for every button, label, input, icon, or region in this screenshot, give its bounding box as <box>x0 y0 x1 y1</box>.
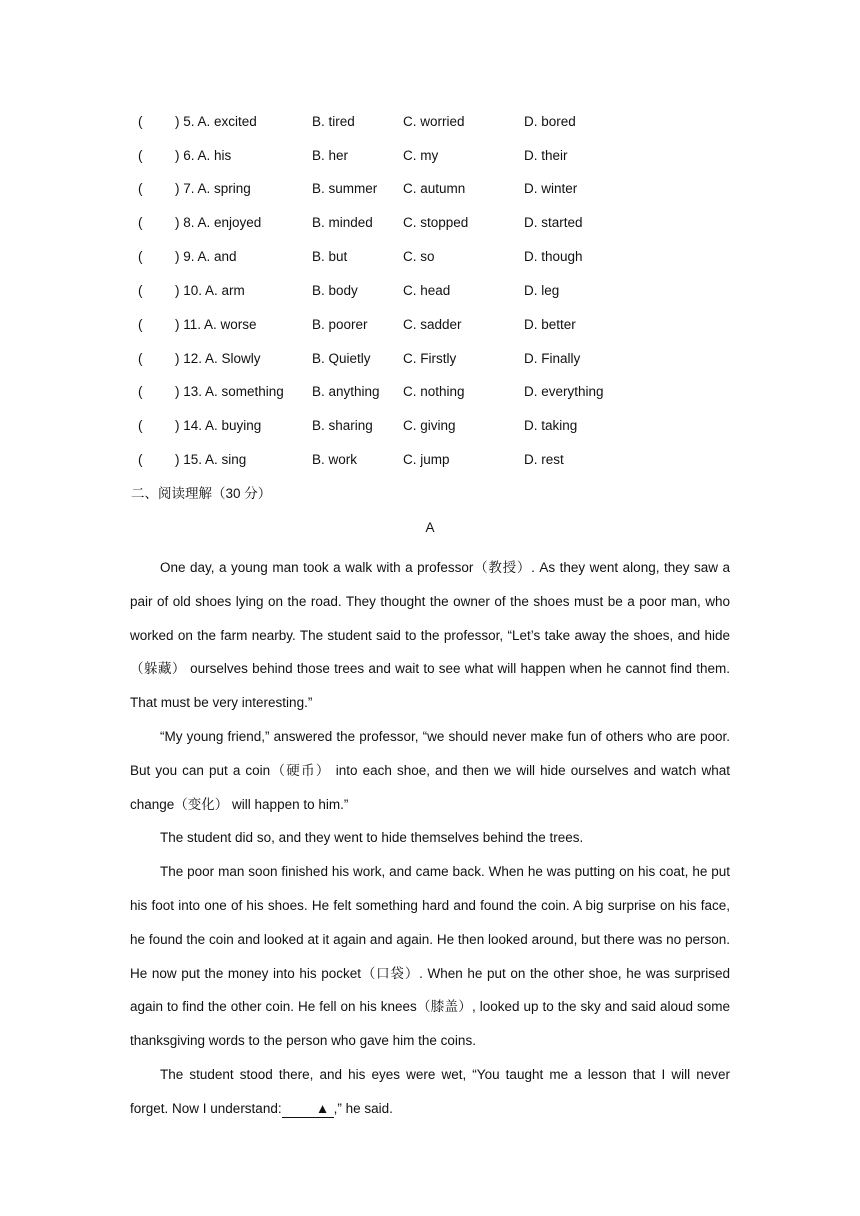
option-a: ) 11. A. worse <box>175 317 257 332</box>
answer-paren[interactable]: ( <box>138 317 143 332</box>
option-d: D. Finally <box>524 351 581 366</box>
option-c: C. stopped <box>403 215 469 230</box>
option-c: C. Firstly <box>403 351 457 366</box>
option-a: ) 6. A. his <box>175 148 232 163</box>
option-c: C. giving <box>403 418 456 433</box>
option-c: C. so <box>403 249 435 264</box>
answer-paren[interactable]: ( <box>138 249 143 264</box>
option-b: B. her <box>312 148 349 163</box>
option-a: ) 10. A. arm <box>175 283 245 298</box>
option-b: B. but <box>312 249 348 264</box>
option-c: C. jump <box>403 452 450 467</box>
option-b: B. tired <box>312 114 355 129</box>
final-text-after: ,” he said. <box>333 1100 393 1116</box>
answer-paren[interactable]: ( <box>138 418 143 433</box>
option-d: D. everything <box>524 384 604 399</box>
answer-paren[interactable]: ( <box>138 384 143 399</box>
option-c: C. autumn <box>403 181 466 196</box>
option-d: D. leg <box>524 283 560 298</box>
answer-paren[interactable]: ( <box>138 351 143 366</box>
passage-paragraph: One day, a young man took a walk with a professor（教授）. As they went along, they saw a pair of old shoes lying on the road. They thought the owner of the shoes must be a poor man, who worked on the farm nearby. The student said to the professor, “Let’s take away the shoes, and hide（躲藏） ourselves behind those trees and wait to see what will happen when he cannot find them. That must be very interesting.” <box>130 560 730 711</box>
option-b: B. work <box>312 452 358 467</box>
passage-paragraph: “My young friend,” answered the professor, “we should never make fun of others who are poor. But you can put a coin（硬币） into each shoe, and then we will hide ourselves and watch what change（变化） will happen to him.” <box>130 728 730 812</box>
option-b: B. summer <box>312 181 378 196</box>
option-c: C. nothing <box>403 384 465 399</box>
section-title: 二、阅读理解（30 分） <box>131 486 272 501</box>
option-a: ) 5. A. excited <box>175 114 257 129</box>
option-d: D. better <box>524 317 576 332</box>
option-b: B. body <box>312 283 358 298</box>
option-c: C. head <box>403 283 451 298</box>
option-d: D. started <box>524 215 583 230</box>
option-a: ) 9. A. and <box>175 249 237 264</box>
answer-paren[interactable]: ( <box>138 452 143 467</box>
option-c: C. my <box>403 148 439 163</box>
option-d: D. winter <box>524 181 578 196</box>
answer-paren[interactable]: ( <box>138 181 143 196</box>
passage-label: A <box>425 520 435 535</box>
option-b: B. minded <box>312 215 373 230</box>
option-d: D. though <box>524 249 583 264</box>
answer-paren[interactable]: ( <box>138 283 143 298</box>
option-a: ) 13. A. something <box>175 384 284 399</box>
option-c: C. worried <box>403 114 465 129</box>
final-text-before: The student stood there, and his eyes were wet, “You taught me a lesson that I will never forget. Now I understand: <box>130 1066 730 1116</box>
passage-paragraph: The poor man soon finished his work, and came back. When he was putting on his coat, he put his foot into one of his shoes. He felt something hard and found the coin. A big surprise on his face, he found the coin and looked at it again and again. He then looked around, but there was no person. He now put the money into his pocket（口袋）. When he put on the other shoe, he was surprised again to find the other coin. He fell on his knees（膝盖）, looked up to the sky and said aloud some thanksgiving words to the person who gave him the coins. <box>130 864 730 1049</box>
option-d: D. taking <box>524 418 578 433</box>
option-a: ) 7. A. spring <box>175 181 251 196</box>
option-d: D. rest <box>524 452 564 467</box>
option-a: ) 8. A. enjoyed <box>175 215 262 230</box>
option-b: B. Quietly <box>312 351 371 366</box>
answer-blank[interactable]: ▲ <box>282 1101 334 1118</box>
option-c: C. sadder <box>403 317 462 332</box>
option-d: D. bored <box>524 114 576 129</box>
option-b: B. poorer <box>312 317 368 332</box>
option-b: B. sharing <box>312 418 373 433</box>
option-b: B. anything <box>312 384 380 399</box>
passage-paragraph: The student did so, and they went to hide themselves behind the trees. <box>160 830 584 846</box>
option-a: ) 15. A. sing <box>175 452 247 467</box>
option-a: ) 12. A. Slowly <box>175 351 261 366</box>
reading-passage <box>130 551 730 1126</box>
answer-paren[interactable]: ( <box>138 215 143 230</box>
answer-paren[interactable]: ( <box>138 114 143 129</box>
option-a: ) 14. A. buying <box>175 418 262 433</box>
passage-paragraph-final <box>130 1058 730 1126</box>
option-d: D. their <box>524 148 568 163</box>
answer-paren[interactable]: ( <box>138 148 143 163</box>
